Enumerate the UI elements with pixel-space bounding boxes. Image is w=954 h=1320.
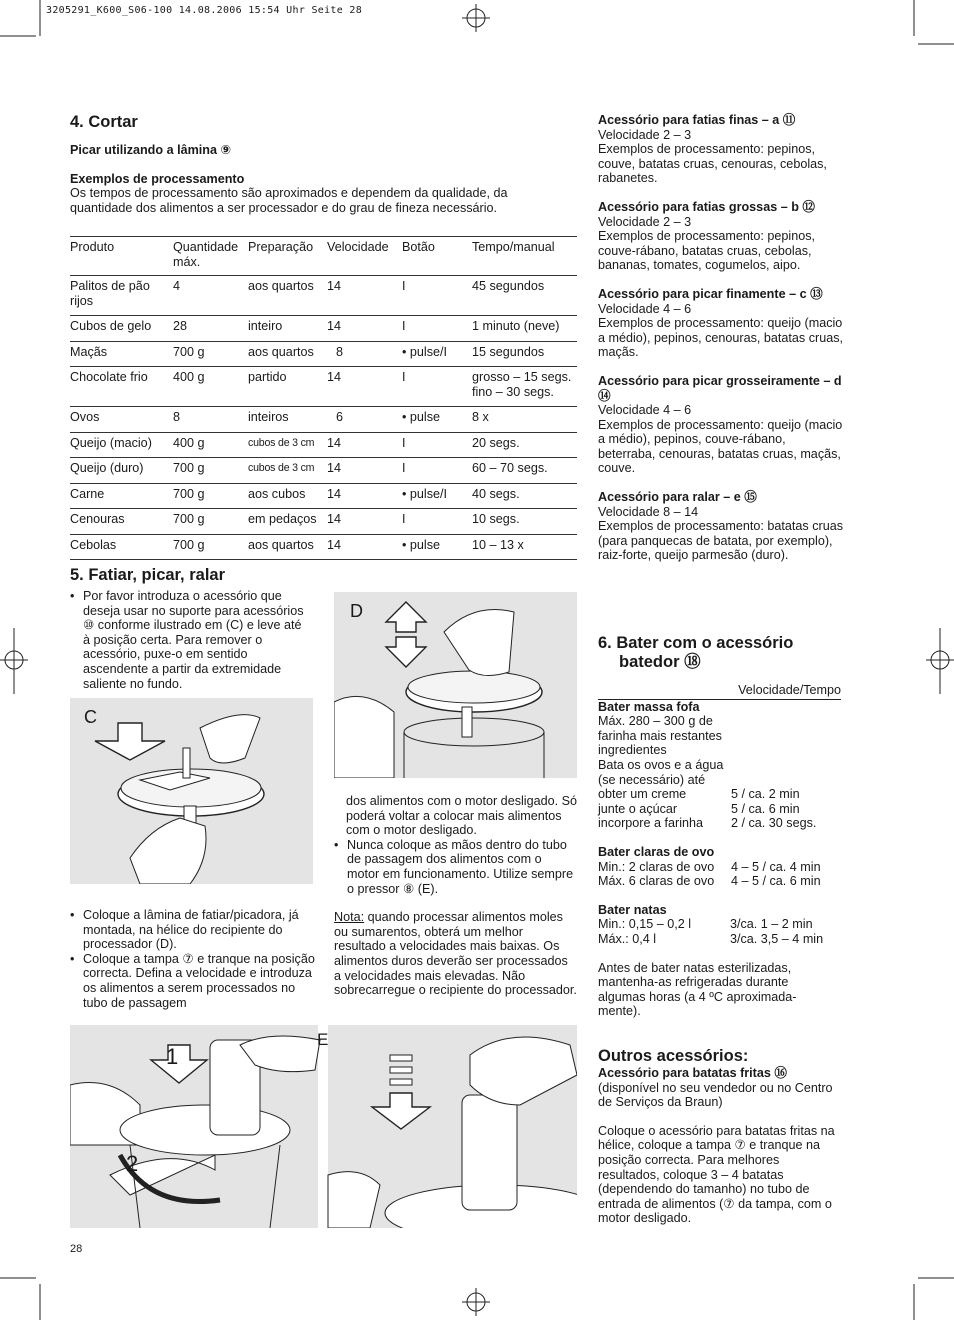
- table-cell: inteiros: [248, 407, 327, 433]
- table-row: [70, 341, 577, 367]
- table-cell: • pulse: [402, 407, 472, 433]
- table-cell: • pulse/I: [402, 341, 472, 367]
- list-item: • Coloque a tampa ⑦ e tranque na posição correcta. Defina a velocidade e introduza os alimentos a serem processados no tubo de passagem: [70, 952, 317, 1010]
- accessory-speed: Velocidade 2 – 3: [598, 214, 692, 229]
- figure-label: D: [350, 601, 363, 621]
- table-cell: grosso – 15 segs. fino – 30 segs.: [472, 367, 577, 407]
- table-cell: em pedaços: [248, 509, 327, 535]
- table-cell: Chocolate frio: [70, 367, 173, 407]
- arrow-down-icon: [372, 1093, 430, 1129]
- accessory-title: Acessório para picar grosseiramente – d ⑭: [598, 373, 842, 403]
- accessory-block: [598, 200, 846, 273]
- accessory-speed: Velocidade 4 – 6: [598, 301, 692, 316]
- processing-table: [70, 236, 577, 560]
- outros-subtitle: Acessório para batatas fritas ⑯: [598, 1066, 787, 1080]
- accessory-title: Acessório para fatias grossas – b ⑫: [598, 199, 815, 214]
- claras-title: Bater claras de ovo: [598, 844, 715, 859]
- table-row: Máx. 6 claras de ovo 4 – 5 / ca. 6 min: [598, 874, 821, 889]
- accessory-text: Exemplos de processamento: batatas cruas (para panquecas de batata, por exemplo), raiz-forte, queijo parmesão (duro).: [598, 519, 844, 563]
- figure-c-illustration: [70, 698, 313, 884]
- table-row: Min.: 0,15 – 0,2 l 3/ca. 1 – 2 min: [598, 917, 813, 932]
- table-cell: I: [402, 316, 472, 342]
- table-cell: 20 segs.: [472, 432, 577, 458]
- table-cell: 8: [327, 341, 402, 367]
- table-cell: 14: [327, 483, 402, 509]
- accessory-text: Exemplos de processamento: queijo (macio a médio), pepinos, cenouras, batatas cruas, maçãs.: [598, 316, 844, 360]
- examples-title: Exemplos de processamento: [70, 172, 245, 186]
- accessories-list: [598, 113, 846, 577]
- table-cell: • pulse/I: [402, 483, 472, 509]
- table-cell: 10 segs.: [472, 509, 577, 535]
- col-header: Botão: [402, 237, 472, 276]
- table-cell: 14: [327, 316, 402, 342]
- table-cell: 700 g: [173, 534, 248, 560]
- figure-label: E: [317, 1030, 329, 1049]
- col-header: Quantidade máx.: [173, 237, 248, 276]
- table-cell: I: [402, 432, 472, 458]
- accessory-speed: Velocidade 4 – 6: [598, 403, 692, 418]
- table-row: junte o açúcar 5 / ca. 6 min: [598, 801, 800, 816]
- note-paragraph: [334, 910, 577, 998]
- table-cell: 14: [327, 367, 402, 407]
- table-row: [70, 316, 577, 342]
- massa-line: farinha mais restantes: [598, 728, 722, 743]
- outros-availability: (disponível no seu vendedor ou no Centro de Serviços da Braun): [598, 1080, 833, 1110]
- list-item: • Nunca coloque as mãos dentro do tubo de passagem dos alimentos com o motor em funcionamento. Utilize sempre o pressor ⑧ (E).: [334, 838, 577, 896]
- massa-line: Máx. 280 – 300 g de: [598, 714, 713, 729]
- accessory-text: Exemplos de processamento: queijo (macio a médio), pepinos, couve-rábano, beterraba, cenouras, batatas cruas, maçãs, couve.: [598, 417, 843, 476]
- figure-c-drawing: [70, 698, 313, 884]
- table-row: [70, 407, 577, 433]
- table-row: [70, 509, 577, 535]
- natas-note: Antes de bater natas esterilizadas, mantenha-as refrigeradas durante algumas horas (a 4 ºC aproximada-mente).: [598, 960, 797, 1019]
- table-cell: Palitos de pão rijos: [70, 276, 173, 316]
- table-cell: Cebolas: [70, 534, 173, 560]
- figure-label: C: [84, 707, 97, 727]
- table-cell: 700 g: [173, 509, 248, 535]
- note-text: quando processar alimentos moles ou sumarentos, obterá um melhor resultado a velocidades mais baixas. Os alimentos duros deverão ser processados a velocidades mais elevadas. Não sobrecarregue o recipiente do processador.: [334, 910, 577, 998]
- table-cell: 700 g: [173, 458, 248, 484]
- accessory-speed: Velocidade 2 – 3: [598, 127, 692, 142]
- table-cell: 15 segundos: [472, 341, 577, 367]
- print-header: 3205291_K600_S06-100 14.08.2006 15:54 Uhr Seite 28: [46, 5, 363, 16]
- table-cell: aos quartos: [248, 276, 327, 316]
- table-cell: I: [402, 458, 472, 484]
- massa-line: Bata os ovos e a água: [598, 757, 724, 772]
- col-header: Tempo/manual: [472, 237, 577, 276]
- table-cell: 45 segundos: [472, 276, 577, 316]
- figure-d-drawing: [334, 592, 577, 778]
- table-cell: 14: [327, 458, 402, 484]
- massa-title: Bater massa fofa: [598, 699, 700, 714]
- table-cell: Maçãs: [70, 341, 173, 367]
- table-cell: Ovos: [70, 407, 173, 433]
- table-cell: I: [402, 367, 472, 407]
- figure-d-illustration: [334, 592, 577, 778]
- table-cell: Queijo (duro): [70, 458, 173, 484]
- table-cell: 14: [327, 432, 402, 458]
- table-row: [70, 458, 577, 484]
- accessory-block: [598, 490, 846, 563]
- examples-text: Os tempos de processamento são aproximados e dependem da qualidade, da quantidade dos alimentos a ser processador e do grau de fineza necessário.: [70, 186, 508, 215]
- natas-title: Bater natas: [598, 902, 667, 917]
- outros-text: Coloque o acessório para batatas fritas na hélice, coloque a tampa ⑦ e tranque na posição correcta. Para melhores resultados, coloque 3 – 4 batatas (dependendo do tamanho) no tubo de entrada de alimentos (⑦ da tampa, com o motor desligado.: [598, 1123, 835, 1226]
- step-number: 2: [126, 1151, 139, 1176]
- arrow-up-icon: [386, 602, 426, 632]
- table-row: [70, 534, 577, 560]
- accessory-speed: Velocidade 8 – 14: [598, 504, 699, 519]
- table-cell: 400 g: [173, 367, 248, 407]
- figure-e-illustration: [70, 1025, 577, 1228]
- table-row: [70, 367, 577, 407]
- table-cell: 8 x: [472, 407, 577, 433]
- table-cell: 10 – 13 x: [472, 534, 577, 560]
- table-cell: 8: [173, 407, 248, 433]
- table-cell: 700 g: [173, 341, 248, 367]
- table-cell: 14: [327, 276, 402, 316]
- figure-e-drawing: [70, 1025, 577, 1228]
- table-cell: 40 segs.: [472, 483, 577, 509]
- accessory-text: Exemplos de processamento: pepinos, couve, batatas cruas, cenouras, cebolas, rabanetes.: [598, 142, 827, 186]
- arrow-down-icon: [95, 723, 165, 760]
- massa-line: ingredientes: [598, 743, 667, 758]
- massa-line: (se necessário) até: [598, 772, 706, 787]
- section-4-subtitle: Picar utilizando a lâmina ⑨: [70, 143, 232, 157]
- page-number: 28: [70, 1243, 83, 1255]
- table-cell: aos quartos: [248, 534, 327, 560]
- table-cell: 14: [327, 534, 402, 560]
- section-6-title: 6. Bater com o acessório batedor ⑱: [598, 634, 794, 671]
- table-row: [70, 483, 577, 509]
- table-header-row: [70, 237, 577, 276]
- list-item: • Coloque a lâmina de fatiar/picadora, já montada, na hélice do recipiente do processador (D).: [70, 908, 317, 952]
- arrow-down-icon: [151, 1045, 207, 1083]
- table-cell: I: [402, 276, 472, 316]
- table-cell: 1 minuto (neve): [472, 316, 577, 342]
- table-cell: cubos de 3 cm: [248, 432, 327, 458]
- accessory-title: Acessório para picar finamente – c ⑬: [598, 286, 823, 301]
- table-cell: Carne: [70, 483, 173, 509]
- outros-section: [598, 1047, 838, 1226]
- accessory-block: [598, 374, 846, 476]
- table-cell: aos quartos: [248, 341, 327, 367]
- col-header: Produto: [70, 237, 173, 276]
- arrow-down-icon: [386, 637, 426, 667]
- outros-title: Outros acessórios:: [598, 1047, 749, 1065]
- table-cell: 700 g: [173, 483, 248, 509]
- table-row: [70, 276, 577, 316]
- table-cell: partido: [248, 367, 327, 407]
- table-row: incorpore a farinha 2 / ca. 30 segs.: [598, 816, 817, 831]
- list-item: • Por favor introduza o acessório que deseja usar no suporte para acessórios ⑩ conforme ilustrado em (C) e leve até à posição certa. Para remover o acessório, puxe-o em sentido ascendente a partir da extremidade saliente no fundo.: [70, 589, 310, 691]
- section-5-title: 5. Fatiar, picar, ralar: [70, 566, 226, 584]
- table-cell: 60 – 70 segs.: [472, 458, 577, 484]
- table-cell: Cubos de gelo: [70, 316, 173, 342]
- accessory-block: [598, 287, 846, 360]
- section-6: [598, 634, 841, 1019]
- step-number: 1: [166, 1044, 179, 1069]
- table-row: [70, 432, 577, 458]
- table-cell: Queijo (macio): [70, 432, 173, 458]
- col-header: Preparação: [248, 237, 327, 276]
- speed-time-header: Velocidade/Tempo: [598, 683, 841, 700]
- table-cell: 400 g: [173, 432, 248, 458]
- accessory-title: Acessório para ralar – e ⑮: [598, 490, 757, 505]
- table-cell: inteiro: [248, 316, 327, 342]
- table-cell: Cenouras: [70, 509, 173, 535]
- col-header: Velocidade: [327, 237, 402, 276]
- accessory-title: Acessório para fatias finas – a ⑪: [598, 113, 796, 127]
- table-cell: 14: [327, 509, 402, 535]
- accessory-block: [598, 113, 846, 186]
- table-row: Máx.: 0,4 l 3/ca. 3,5 – 4 min: [598, 931, 824, 946]
- table-cell: • pulse: [402, 534, 472, 560]
- table-cell: aos cubos: [248, 483, 327, 509]
- continued-text: dos alimentos com o motor desligado. Só poderá voltar a colocar mais alimentos com o motor desligado.: [346, 794, 578, 838]
- table-cell: 28: [173, 316, 248, 342]
- note-label: Nota:: [334, 910, 365, 925]
- table-cell: I: [402, 509, 472, 535]
- table-cell: 6: [327, 407, 402, 433]
- section-4-title: 4. Cortar: [70, 113, 138, 131]
- accessory-text: Exemplos de processamento: pepinos, couve-rábano, batatas cruas, cebolas, bananas, tomates, cogumelos, aipo.: [598, 229, 816, 273]
- table-row: obter um creme 5 / ca. 2 min: [598, 787, 800, 802]
- table-cell: 4: [173, 276, 248, 316]
- table-row: Min.: 2 claras de ovo 4 – 5 / ca. 4 min: [598, 859, 821, 874]
- table-cell: cubos de 3 cm: [248, 458, 327, 484]
